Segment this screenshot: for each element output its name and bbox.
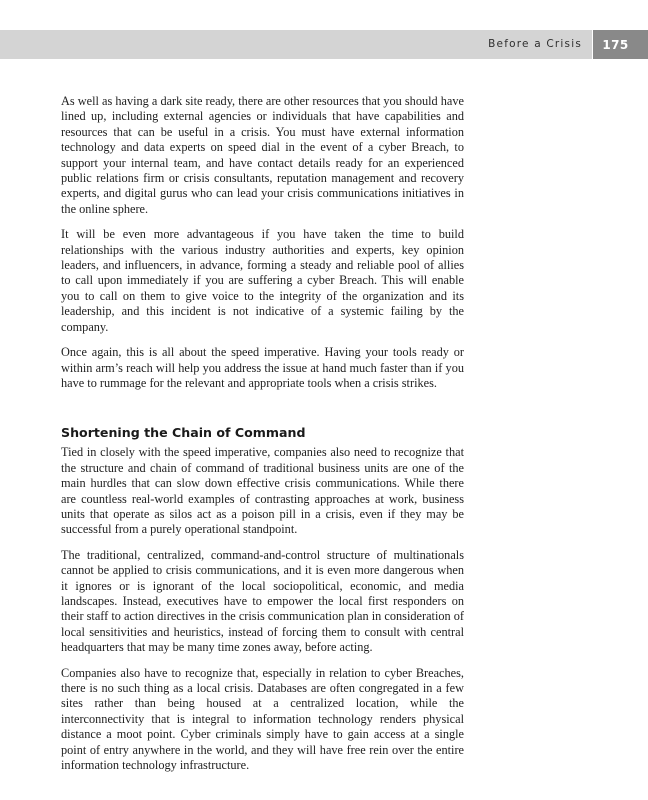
paragraph-1: As well as having a dark site ready, there are other resources that you should have lined up, including external agencies or individuals that have capabilities and resources that can be useful in a crisis. You must have external information technology and data experts on speed dial in the event of a cyber Breach, to support your internal team, and have contact details ready for an experienced public relations firm or crisis consultants, reputation management and recovery experts, and digital gurus who can lead your crisis communications initiatives in the online sphere.: [61, 94, 464, 216]
section-spacer: [61, 401, 464, 425]
paragraph-3: Once again, this is all about the speed imperative. Having your tools ready or within arm’s reach will help you address the issue at hand much faster than if you have to rummage for the relevant and appropriate tools when a crisis strikes.: [61, 345, 464, 390]
page-number-box: [593, 30, 648, 59]
paragraph-4: Tied in closely with the speed imperative, companies also need to recognize that the structure and chain of command of traditional business units are one of the main hurdles that can slow down effective crisis communications. While there are countless real-world examples of contrasting approaches at work, business units that operate as silos act as a poison pill in a crisis, even if they may be successful from a purely operational standpoint.: [61, 445, 464, 537]
paragraph-6: Companies also have to recognize that, especially in relation to cyber Breaches, there is no such thing as a local crisis. Databases are often congregated in a few sites rather than being housed at a centralized location, while the interconnectivity that is integral to information technology renders physical distance a moot point. Cyber criminals simply have to gain access at a single point of entry anywhere in the world, and they will have free rein over the entire information technology infrastructure.: [61, 665, 464, 773]
section-heading: Shortening the Chain of Command: [61, 425, 306, 441]
paragraph-2: It will be even more advantageous if you have taken the time to build relationships with the various industry authorities and experts, key opinion leaders, and influencers, in advance, forming a steady and reliable pool of allies to call upon immediately if you are suffering a cyber Breach. This will enable you to call on them to give voice to the integrity of the organization and its leadership, and this incident is not indicative of a systemic failing by the company.: [61, 227, 464, 334]
running-head: Before a Crisis: [488, 38, 582, 50]
paragraph-5: The traditional, centralized, command-and-control structure of multinationals cannot be applied to crisis communications, and it is even more dangerous when it ignores or is ignorant of the local sociopolitical, economic, and media landscapes. Instead, executives have to empower the local first responders on their staff to action directives in the crisis communication plan in consideration of local sensitivities and heuristics, instead of forcing them to consult with central headquarters that may be many time zones away, before acting.: [61, 547, 464, 655]
body-text: [61, 94, 464, 783]
page-number: 175: [602, 37, 629, 52]
